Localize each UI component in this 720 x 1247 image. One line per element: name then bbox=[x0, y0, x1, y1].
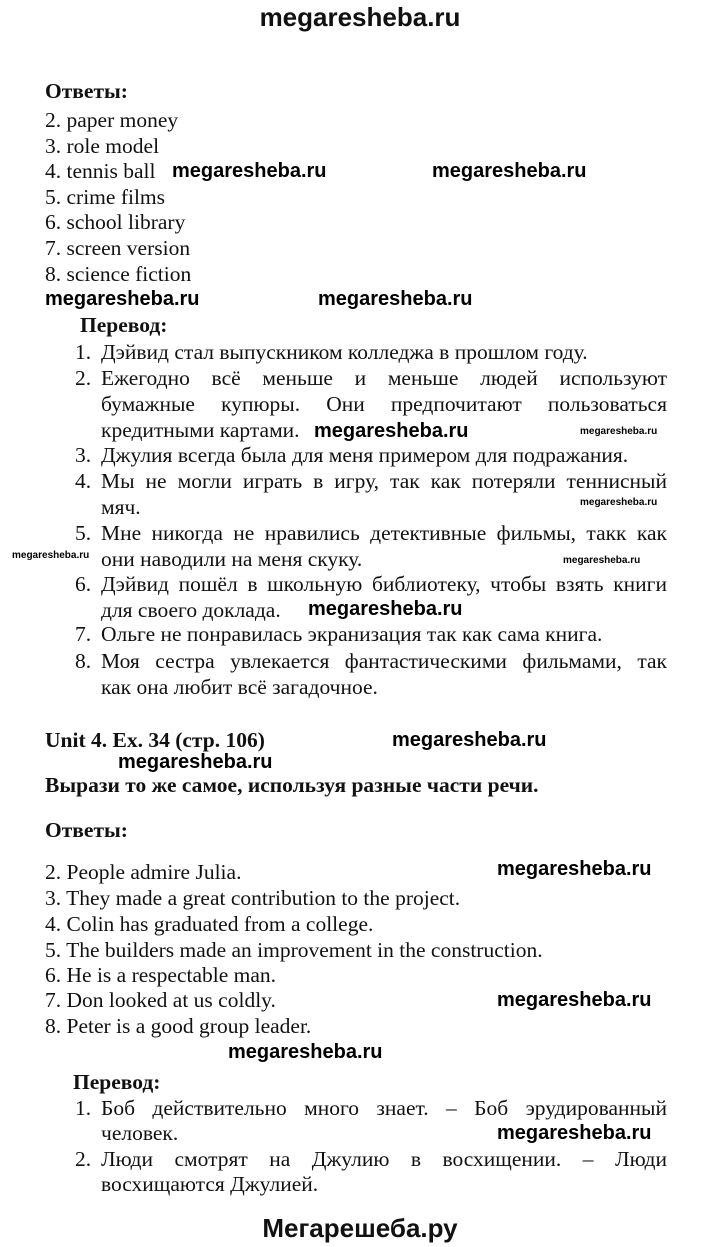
translation-line: Боб действительно много знает. – Боб эрудированный bbox=[101, 1096, 667, 1120]
item-number: 2. bbox=[75, 1147, 92, 1171]
item-number: 5. bbox=[75, 521, 92, 545]
item-number: 7. bbox=[75, 622, 92, 646]
watermark: megaresheba.ru bbox=[497, 858, 652, 880]
answer-item: 2. People admire Julia. bbox=[45, 860, 242, 884]
translation-line: восхищаются Джулией. bbox=[101, 1172, 319, 1196]
translation-line: Мне никогда не нравились детективные фильмы, такк как bbox=[101, 521, 667, 545]
answer-item: 3. role model bbox=[45, 134, 160, 158]
translation-line: Дэйвид пошёл в школьную библиотеку, чтобы взять книги bbox=[101, 572, 667, 596]
answer-item: 5. The builders made an improvement in the construction. bbox=[45, 938, 543, 962]
answer-item: 7. screen version bbox=[45, 236, 191, 260]
site-footer: Мегарешеба.ру bbox=[262, 1213, 458, 1243]
answer-item: 5. crime films bbox=[45, 185, 166, 209]
watermark-small: megaresheba.ru bbox=[563, 555, 641, 566]
item-number: 4. bbox=[75, 469, 92, 493]
item-number: 8. bbox=[75, 649, 92, 673]
watermark: megaresheba.ru bbox=[497, 1122, 652, 1144]
translation-line: Люди смотрят на Джулию в восхищении. – Люди bbox=[101, 1147, 667, 1171]
translation-heading: Перевод: bbox=[80, 313, 168, 337]
translation-line: Дэйвид стал выпускником колледжа в прошлом году. bbox=[101, 340, 588, 364]
translation-line: Моя сестра увлекается фантастическими фильмами, так bbox=[101, 649, 667, 673]
watermark: megaresheba.ru bbox=[308, 598, 463, 620]
answer-item: 7. Don looked at us coldly. bbox=[45, 988, 276, 1012]
watermark-small: megaresheba.ru bbox=[12, 550, 90, 561]
exercise-task: Вырази то же самое, используя разные части речи. bbox=[45, 773, 539, 797]
translation-line: Ежегодно всё меньше и меньше людей используют bbox=[101, 366, 667, 390]
translation-line: для своего доклада. bbox=[101, 598, 281, 622]
answers-heading: Ответы: bbox=[45, 79, 128, 103]
translation-line: бумажные купюры. Они предпочитают пользоваться bbox=[101, 392, 667, 416]
translation-line: Ольге не понравилась экранизация так как сама книга. bbox=[101, 622, 603, 646]
watermark: megaresheba.ru bbox=[45, 288, 200, 310]
translation-line: они наводили на меня скуку. bbox=[101, 547, 363, 571]
answer-item: 4. Colin has graduated from a college. bbox=[45, 912, 374, 936]
watermark: megaresheba.ru bbox=[497, 989, 652, 1011]
translation-line: мяч. bbox=[101, 495, 141, 519]
answer-item: 8. Peter is a good group leader. bbox=[45, 1014, 312, 1038]
translation-line: Джулия всегда была для меня примером для подражания. bbox=[101, 443, 629, 467]
watermark: megaresheba.ru bbox=[314, 420, 469, 442]
answer-item: 3. They made a great contribution to the project. bbox=[45, 886, 461, 910]
translation-line: кредитными картами. bbox=[101, 418, 300, 442]
answer-item: 8. science fiction bbox=[45, 262, 192, 286]
site-header: megaresheba.ru bbox=[259, 2, 461, 32]
item-number: 1. bbox=[75, 1096, 92, 1120]
translation-line: как она любит всё загадочное. bbox=[101, 675, 378, 699]
exercise-title: Unit 4. Ex. 34 (стр. 106) bbox=[45, 728, 265, 752]
watermark-small: megaresheba.ru bbox=[580, 426, 658, 437]
watermark: megaresheba.ru bbox=[392, 729, 547, 751]
watermark: megaresheba.ru bbox=[118, 751, 273, 773]
answer-item: 6. He is a respectable man. bbox=[45, 963, 277, 987]
answer-item: 2. paper money bbox=[45, 108, 179, 132]
watermark: megaresheba.ru bbox=[228, 1041, 383, 1063]
answer-item: 4. tennis ball bbox=[45, 159, 156, 183]
item-number: 3. bbox=[75, 443, 92, 467]
answers-heading: Ответы: bbox=[45, 818, 128, 842]
translation-line: человек. bbox=[101, 1121, 179, 1145]
item-number: 2. bbox=[75, 366, 92, 390]
item-number: 1. bbox=[75, 340, 92, 364]
translation-line: Мы не могли играть в игру, так как потеряли теннисный bbox=[101, 469, 667, 493]
watermark: megaresheba.ru bbox=[318, 288, 473, 310]
translation-heading: Перевод: bbox=[73, 1070, 161, 1094]
item-number: 6. bbox=[75, 572, 92, 596]
watermark-small: megaresheba.ru bbox=[580, 497, 658, 508]
answer-item: 6. school library bbox=[45, 210, 186, 234]
watermark: megaresheba.ru bbox=[172, 160, 327, 182]
watermark: megaresheba.ru bbox=[432, 160, 587, 182]
